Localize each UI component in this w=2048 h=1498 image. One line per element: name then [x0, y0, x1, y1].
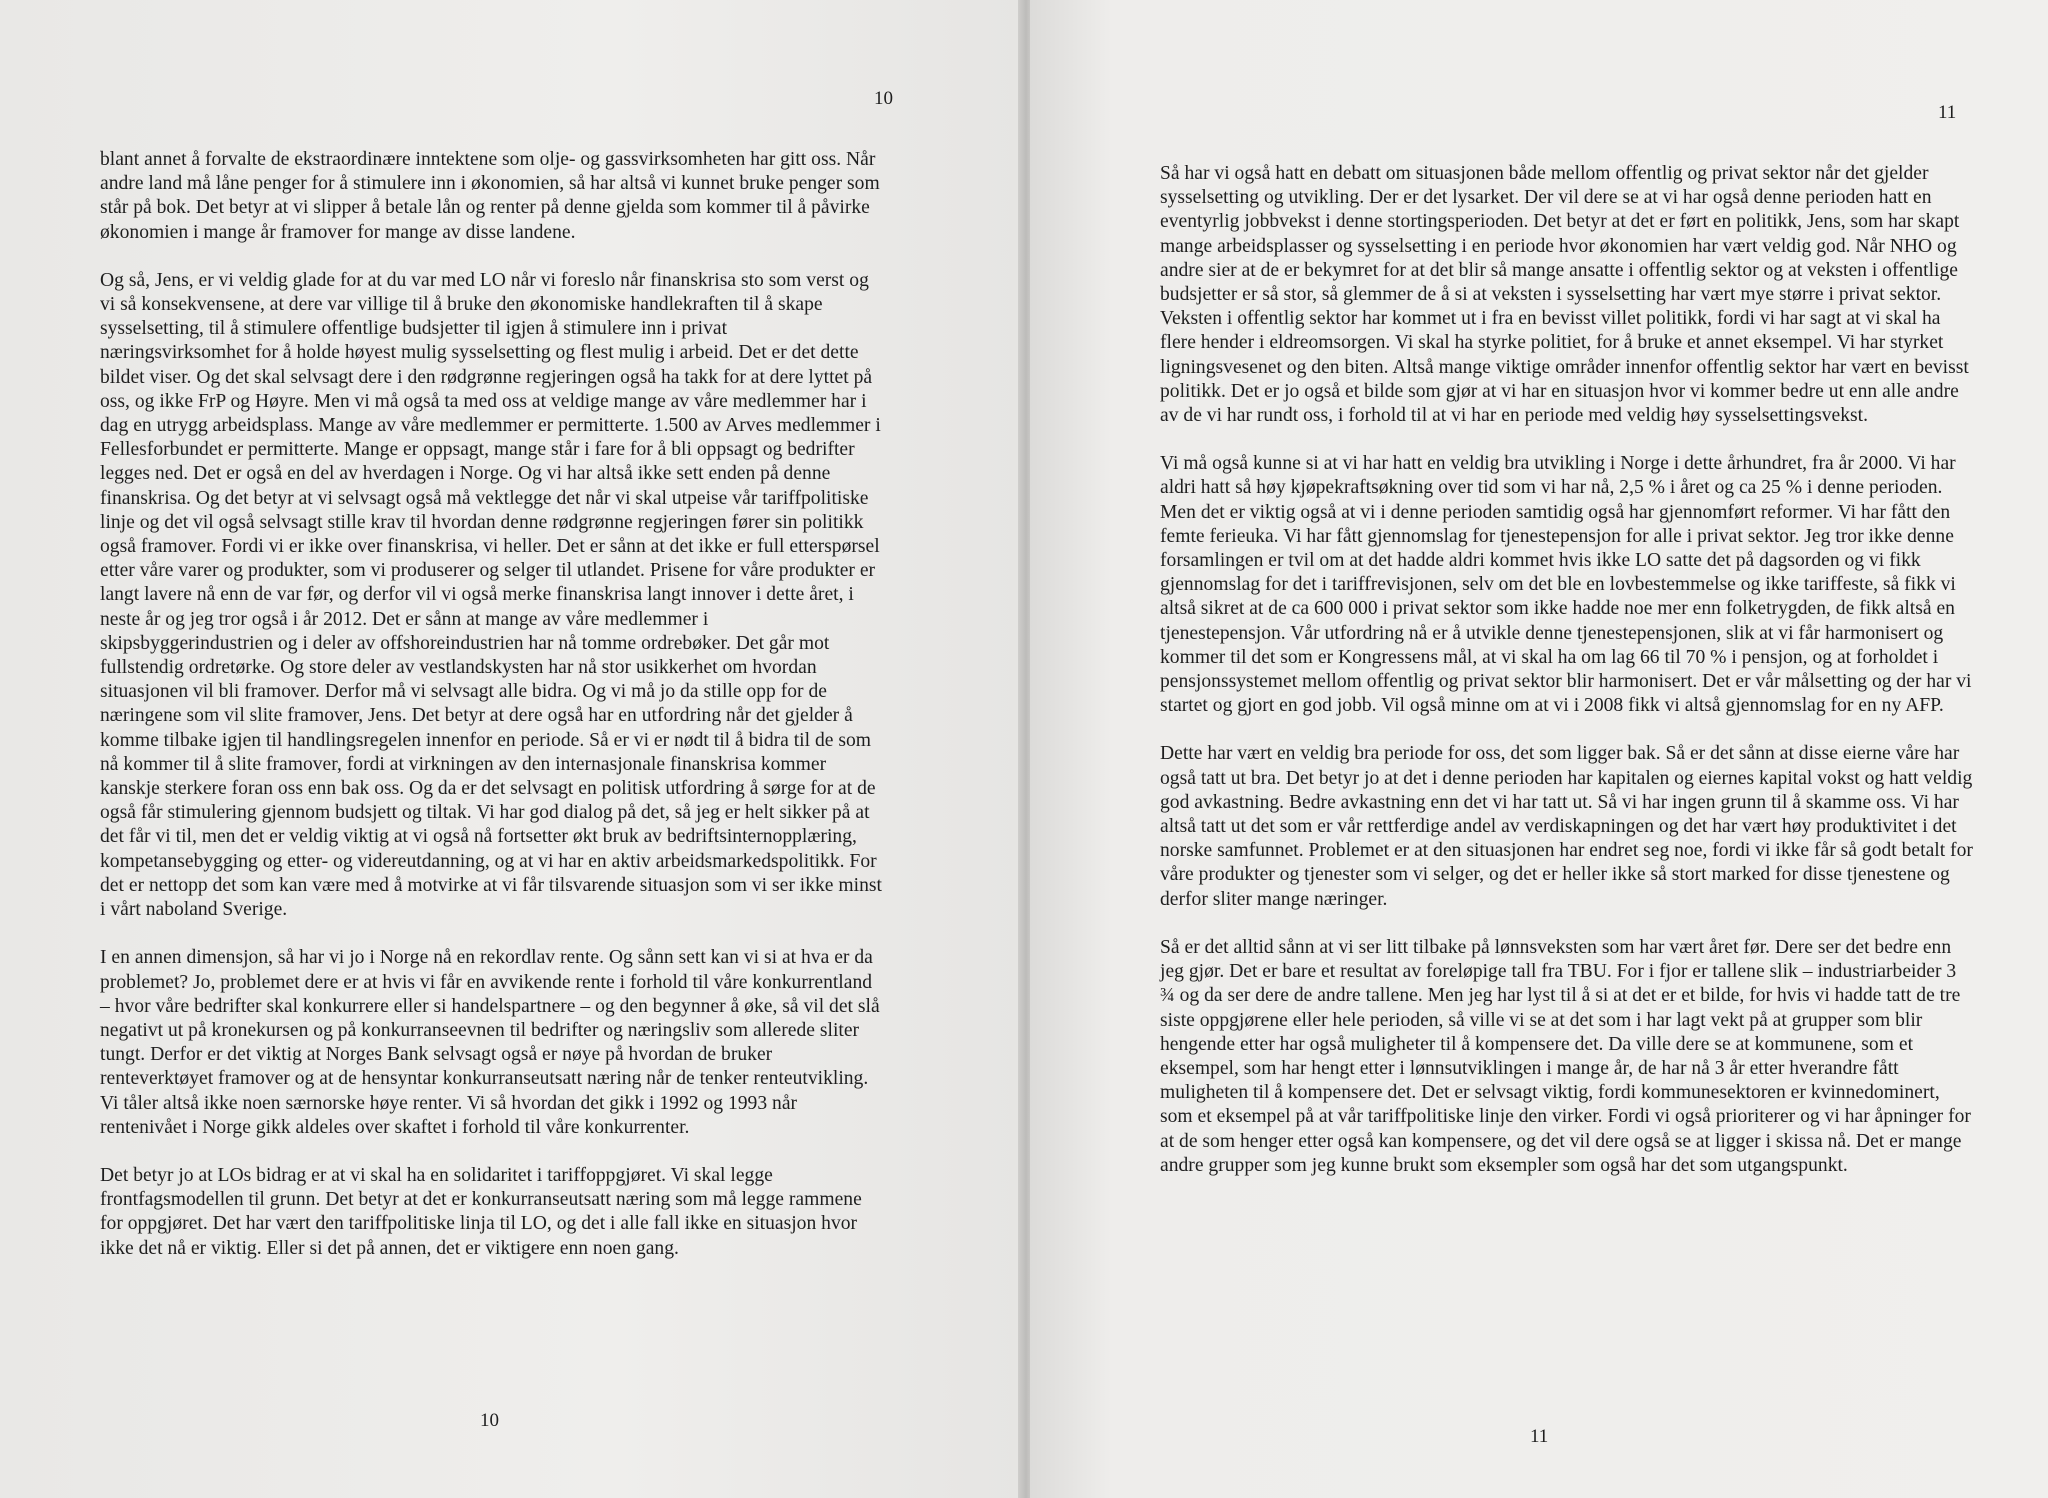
paragraph: Og så, Jens, er vi veldig glade for at du var med LO når vi foreslo når finanskrisa sto som verst og vi så konsekvensene, at dere var villige til å bruke den økonomiske handlekraften til å skape sysselsetting, til å stimulere offentlige budsjetter til igjen å stimulere inn i privat næringsvirksomhet for å holde høyest mulig sysselsetting og flest mulig i arbeid. Det er det dette bildet viser. Og det skal selvsagt dere i den rødgrønne regjeringen også ha takk for at dere lyttet på oss, og ikke FrP og Høyre. Men vi må også ta med oss at veldige mange av våre medlemmer har i dag en utrygg arbeidsplass. Mange av våre medlemmer er permitterte. 1.500 av Arves medlemmer i Fellesforbundet er permitterte. Mange er oppsagt, mange står i fare for å bli oppsagt og bedrifter legges ned. Det er også en del av hverdagen i Norge. Og vi har altså ikke sett enden på denne finanskrisa. Og det betyr at vi selvsagt også må vektlegge det når vi skal utpeise vår tariffpolitiske linje og det vil også selvsagt stille krav til hvordan denne rødgrønne regjeringen fører sin politikk også framover. Fordi vi er ikke over finanskrisa, vi heller. Det er sånn at det ikke er full etterspørsel etter våre varer og produkter, som vi produserer og selger til utlandet. Prisene for våre produkter er langt lavere nå enn de var før, og derfor vil vi også merke finanskrisa langt innover i dette året, i neste år og jeg tror også i år 2012. Det er sånn at mange av våre medlemmer i skipsbyggerindustrien og i deler av offshoreindustrien har nå tomme ordrebøker. Det går mot fullstendig ordretørke. Og store deler av vestlandskysten har nå stor usikkerhet om hvordan situasjonen vil bli framover. Derfor må vi selvsagt alle bidra. Og vi må jo da stille opp for de næringene som vil slite framover, Jens. Det betyr at dere også har en utfordring når det gjelder å komme tilbake igjen til handlingsregelen innenfor en periode. Så er vi er nødt til å bidra til de som nå kommer til å slite framover, fordi at virkningen av den internasjonale finanskrisa kommer kanskje sterkere foran oss enn bak oss. Og da er det selvsagt en politisk utfordring å sørge for at de også får stimulering gjennom budsjett og tiltak. Vi har god dialog på det, så jeg er helt sikker på at det får vi til, men det er veldig viktig at vi også nå fortsetter økt bruk av bedriftsinternopplæring, kompetansebygging og etter- og videreutdanning, og at vi har en aktiv arbeidsmarkedspolitikk. For det er nettopp det som kan være med å motvirke at vi får tilsvarende situasjon som vi ser ikke minst i vårt naboland Sverige. — [100, 269, 882, 921]
right-page-body — [1160, 162, 1975, 1202]
paragraph: Så er det alltid sånn at vi ser litt tilbake på lønnsveksten som har vært året før. Dere ser det bedre enn jeg gjør. Det er bare et resultat av foreløpige tall fra TBU. For i fjor er tallene slik – industriarbeider 3 ¾ og da ser dere de andre tallene. Men jeg har lyst til å si at det er et bilde, for hvis vi hadde tatt de tre siste oppgjørene eller hele perioden, så ville vi se at det som i har lagt vekt på at grupper som blir hengende etter har også muligheter til å kompensere det. Da ville dere se at kommunene, som et eksempel, som har hengt etter i lønnsutviklingen i mange år, de har nå 3 år etter hverandre fått muligheten til å kompensere det. Det er selvsagt viktig, fordi kommunesektoren er kvinnedominert, som et eksempel på at vår tariffpolitiske linje den virker. Fordi vi også prioriterer og vi har åpninger for at de som henger etter også kan kompensere, og det vil dere også se at ligger i skissa nå. Det er mange andre grupper som jeg kunne brukt som eksempler som også har det som utgangspunkt. — [1160, 936, 1971, 1176]
left-page — [0, 0, 1022, 1498]
right-page — [1030, 0, 2048, 1498]
right-page-number-top: 11 — [1938, 102, 1957, 123]
left-page-body — [100, 148, 882, 1285]
paragraph: Så har vi også hatt en debatt om situasjonen både mellom offentlig og privat sektor når det gjelder sysselsetting og utvikling. Der er det lysarket. Der vil dere se at vi har også denne perioden hatt en eventyrlig jobbvekst i denne stortingsperioden. Det betyr at det er ført en politikk, Jens, som har skapt mange arbeidsplasser og sysselsetting i en periode hvor økonomien har vært veldig god. Når NHO og andre sier at de er bekymret for at det blir så mange ansatte i offentlig sektor og at veksten i offentlige budsjetter er så stor, så glemmer de å si at veksten i sysselsetting har vært mye større i privat sektor. Veksten i offentlig sektor har kommet ut i fra en bevisst villet politikk, fordi vi har sagt at vi skal ha flere hender i eldreomsorgen. Vi skal ha styrke politiet, for å bruke et annet eksempel. Vi har styrket ligningsvesenet og den biten. Altså mange viktige områder innenfor offentlig sektor har vært en bevisst politikk. Det er jo også et bilde som gjør at vi har en situasjon hvor vi kommer bedre ut enn alle andre av de vi har rundt oss, i forhold til at vi har en periode med veldig høy sysselsettingsvekst. — [1160, 163, 1969, 427]
left-page-number-bottom: 10 — [480, 1410, 499, 1431]
paragraph: Vi må også kunne si at vi har hatt en veldig bra utvikling i Norge i dette århundret, fra år 2000. Vi har aldri hatt så høy kjøpekraftsøkning over tid som vi har nå, 2,5 % i året og ca 25 % i denne perioden. Men det er viktig også at vi i denne perioden samtidig også har gjennomført reformer. Vi har fått den femte ferieuka. Vi har fått gjennomslag for tjenestepensjon for alle i privat sektor. Jeg tror ikke denne forsamlingen er tvil om at det hadde aldri kommet hvis ikke LO satte det på dagsorden og vi fikk gjennomslag for det i tariffrevisjonen, selv om det ble en lovbestemmelse og ikke tariffeste, så fikk vi altså sikret at de ca 600 000 i privat sektor som ikke hadde noe mer enn folketrygden, de fikk altså en tjenestepensjon. Vår utfordring nå er å utvikle denne tjenestepensjonen, slik at vi får harmonisert og kommer til det som er Kongressens mål, at vi skal ha om lag 66 til 70 % i pensjon, og at forholdet i pensjonssystemet mellom offentlig og privat sektor blir harmonisert. Det er vår målsetting og der har vi startet og gjort en god jobb. Vil også minne om at vi i 2008 fikk vi altså gjennomslag for en ny AFP. — [1160, 453, 1972, 717]
right-page-number-bottom: 11 — [1530, 1426, 1549, 1447]
left-page-number-top: 10 — [874, 88, 893, 109]
paragraph: Det betyr jo at LOs bidrag er at vi skal ha en solidaritet i tariffoppgjøret. Vi skal legge frontfagsmodellen til grunn. Det betyr at det er konkurranseutsatt næring som må legge rammene for oppgjøret. Det har vært den tariffpolitiske linja til LO, og det i alle fall ikke en situasjon hvor ikke det nå er viktig. Eller si det på annen, det er viktigere enn noen gang. — [100, 1164, 862, 1259]
paragraph: Dette har vært en veldig bra periode for oss, det som ligger bak. Så er det sånn at disse eierne våre har også tatt ut bra. Det betyr jo at det i denne perioden har kapitalen og eiernes kapital vokst og hatt veldig god avkastning. Bedre avkastning enn det vi har tatt ut. Så vi har ingen grunn til å skamme oss. Vi har altså tatt ut det som er vår rettferdige andel av verdiskapningen og det har vært høy produktivitet i det norske samfunnet. Problemet er at den situasjonen har endret seg noe, fordi vi ikke får så godt betalt for våre produkter og tjenester som vi selger, og det er heller ikke så stort marked for disse tjenestene og derfor sliter mange næringer. — [1160, 743, 1973, 910]
paragraph: I en annen dimensjon, så har vi jo i Norge nå en rekordlav rente. Og sånn sett kan vi si at hva er da problemet? Jo, problemet dere er at hvis vi får en avvikende rente i forhold til våre konkurrentland – hvor våre bedrifter skal konkurrere eller si handelspartnere – og den begynner å øke, så vil det slå negativt ut på kronekursen og på konkurranseevnen til bedrifter og næringsliv som allerede sliter tungt. Derfor er det viktig at Norges Bank selvsagt også er nøye på hvordan de bruker renteverktøyet framover og at de hensyntar konkurranseutsatt næring når de tenker renteutvikling. Vi tåler altså ikke noen særnorske høye renter. Vi så hvordan det gikk i 1992 og 1993 når rentenivået i Norge gikk aldeles over skaftet i forhold til våre konkurrenter. — [100, 947, 880, 1138]
paragraph: blant annet å forvalte de ekstraordinære inntektene som olje- og gassvirksomheten har gitt oss. Når andre land må låne penger for å stimulere inn i økonomien, så har altså vi kunnet bruke penger som står på bok. Det betyr at vi slipper å betale lån og renter på denne gjelda som kommer til å påvirke økonomien i mange år framover for mange av disse landene. — [100, 149, 880, 243]
